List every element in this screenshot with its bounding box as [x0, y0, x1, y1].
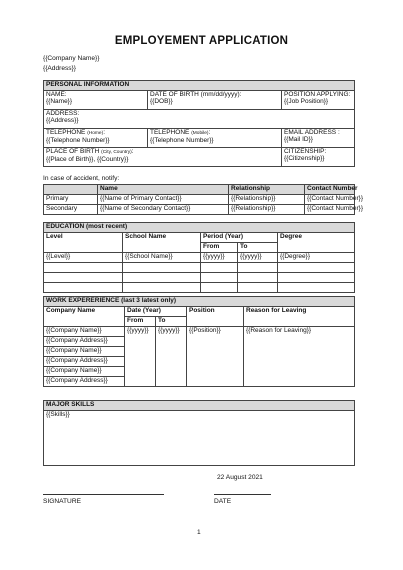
company-name-placeholder: {{Company Name}} [43, 55, 100, 62]
work-company-address[interactable]: {{Company Address}} [44, 377, 125, 387]
citizenship-value: {{Citizenship}} [284, 155, 325, 163]
work-position-value[interactable]: {{Position}} [187, 327, 244, 387]
education-table [43, 222, 355, 293]
telephone-home-sub: (Home) [87, 131, 104, 136]
work-col-date: Date (Year) [125, 307, 187, 317]
emergency-relationship-value[interactable]: {{Relationship}} [229, 205, 305, 215]
emergency-header-blank [44, 185, 98, 195]
position-value: {{Job Position}} [284, 98, 329, 106]
citizenship-cell[interactable] [282, 148, 355, 167]
emergency-row-label: Secondary [44, 205, 98, 215]
address-value: {{Address}} [46, 117, 79, 125]
table-row [44, 253, 355, 263]
work-col-reason: Reason for Leaving [244, 307, 355, 327]
emergency-col-relationship: Relationship [229, 185, 305, 195]
email-label: EMAIL ADDRESS : [284, 129, 340, 136]
work-company-value[interactable]: {{Company Name}} [44, 327, 125, 337]
address-cell[interactable] [44, 110, 355, 129]
company-address-placeholder: {{Address}} [43, 65, 76, 72]
email-value: {{Mail ID}} [284, 136, 313, 144]
personal-information-header: PERSONAL INFORMATION [44, 81, 355, 91]
telephone-home-value: {{Telephone Number}} [46, 136, 110, 144]
table-row [44, 195, 355, 205]
education-to-value[interactable]: {{yyyy}} [238, 253, 278, 263]
date-label: DATE [214, 498, 232, 505]
education-school-value[interactable]: {{School Name}} [123, 253, 201, 263]
name-label: NAME: [46, 91, 67, 98]
place-of-birth-sub: (City, Country) [101, 150, 132, 155]
major-skills-value[interactable]: {{Skills}} [44, 411, 355, 466]
address-label: ADDRESS: [46, 110, 80, 117]
telephone-mobile-sub: (Mobile) [191, 131, 209, 136]
work-col-from: From [125, 317, 156, 327]
dob-label: DATE OF BIRTH (mm/dd/yyyy): [150, 91, 242, 98]
personal-information-table [43, 80, 355, 167]
page-title: EMPLOYEMENT APPLICATION [114, 35, 289, 47]
page-number: 1 [197, 529, 201, 536]
date-line[interactable] [214, 494, 271, 495]
work-company-name[interactable]: {{Company Name}} [44, 347, 125, 357]
emergency-relationship-value[interactable]: {{Relationship}} [229, 195, 305, 205]
work-col-position: Position [187, 307, 244, 327]
emergency-intro: In case of accident, notify: [43, 175, 120, 182]
emergency-contacts-table [43, 184, 364, 215]
work-col-company: Company Name [44, 307, 125, 327]
telephone-home-cell[interactable]: TELEPHONE (Home): {{Telephone Number}} [44, 129, 148, 148]
telephone-home-label: TELEPHONE [46, 129, 86, 136]
signature-label: SIGNATURE [43, 498, 81, 505]
name-cell[interactable] [44, 91, 148, 110]
emergency-col-name: Name [98, 185, 229, 195]
telephone-mobile-value: {{Telephone Number}} [150, 136, 214, 144]
work-col-to: To [156, 317, 187, 327]
work-company-address[interactable]: {{Company Address}} [44, 337, 125, 347]
email-cell[interactable] [282, 129, 355, 148]
place-of-birth-cell[interactable]: PLACE OF BIRTH (City, Country): {{Place of Birth}}, {{Country}} [44, 148, 282, 167]
emergency-contact-value[interactable]: {{Contact Number}} [305, 205, 355, 215]
major-skills-table [43, 400, 355, 466]
education-from-value[interactable]: {{yyyy}} [201, 253, 238, 263]
education-header: EDUCATION (most recent) [44, 223, 355, 233]
emergency-col-contact: Contact Number [305, 185, 355, 195]
dob-cell[interactable] [148, 91, 282, 110]
work-company-name[interactable]: {{Company Name}} [44, 367, 125, 377]
date-value: 22 August 2021 [217, 474, 263, 481]
education-level-value[interactable]: {{Level}} [44, 253, 123, 263]
emergency-name-value[interactable]: {{Name of Primary Contact}} [98, 195, 229, 205]
table-row [44, 263, 355, 273]
table-row [44, 205, 355, 215]
dob-value: {{DOB}} [150, 98, 173, 106]
table-row [44, 273, 355, 283]
place-of-birth-label: PLACE OF BIRTH [46, 148, 100, 155]
telephone-mobile-label: TELEPHONE [150, 129, 190, 136]
telephone-mobile-cell[interactable]: TELEPHONE (Mobile): {{Telephone Number}} [148, 129, 282, 148]
citizenship-label: CITIZENSHIP: [284, 148, 327, 155]
education-degree-value[interactable]: {{Degree}} [278, 253, 355, 263]
work-from-value[interactable]: {{yyyy}} [125, 327, 156, 387]
place-of-birth-value: {{Place of Birth}}, {{Country}} [46, 155, 129, 163]
position-label: POSITION APPLYING: [284, 91, 351, 98]
education-col-level: Level [44, 233, 123, 253]
signature-line[interactable] [43, 494, 164, 495]
work-experience-header: WORK EXPERERIENCE (last 3 latest only) [44, 297, 355, 307]
education-col-school: School Name [123, 233, 201, 253]
emergency-name-value[interactable]: {{Name of Secondary Contact}} [98, 205, 229, 215]
work-reason-value[interactable]: {{Reason for Leaving}} [244, 327, 355, 387]
work-to-value[interactable]: {{yyyy}} [156, 327, 187, 387]
emergency-contact-value[interactable]: {{Contact Number}} [305, 195, 355, 205]
table-row [44, 327, 355, 337]
table-row [44, 283, 355, 293]
education-col-degree: Degree [278, 233, 355, 253]
name-value: {{Name}} [46, 98, 73, 106]
work-company-address[interactable]: {{Company Address}} [44, 357, 125, 367]
work-experience-table [43, 296, 355, 387]
education-col-to: To [238, 243, 278, 253]
education-col-from: From [201, 243, 238, 253]
position-cell[interactable] [282, 91, 355, 110]
emergency-row-label: Primary [44, 195, 98, 205]
major-skills-header: MAJOR SKILLS [44, 401, 355, 411]
education-col-period: Period (Year) [201, 233, 278, 243]
